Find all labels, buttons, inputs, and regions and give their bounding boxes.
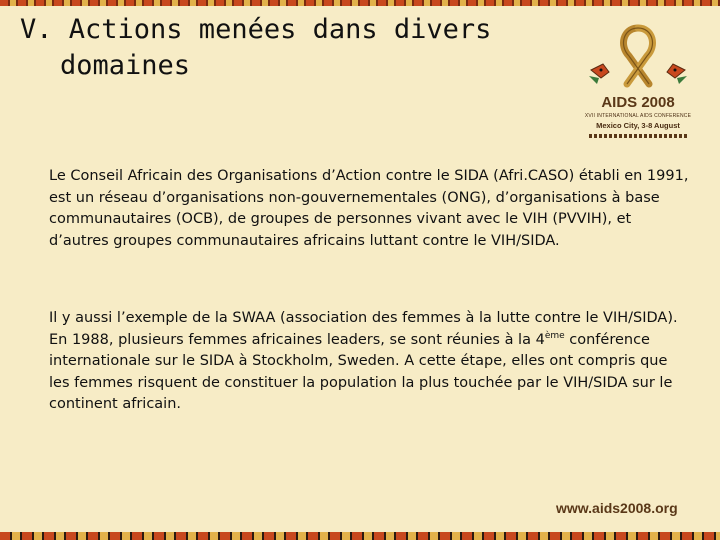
title-line-1: V. Actions menées dans divers xyxy=(20,14,492,45)
paragraph-swaa-text-1: Il y aussi l’exemple de la SWAA (association des femmes à la lutte contre le VIH/SIDA). En 1988, plusieurs femmes africaines leaders, se sont réunies à la 4 xyxy=(49,310,678,348)
logo-city-dates: Mexico City, 3-8 August xyxy=(596,121,680,130)
ordinal-superscript: ème xyxy=(544,330,565,341)
title-line-2: domaines xyxy=(60,50,191,81)
slide-title xyxy=(20,12,540,84)
aids-2008-logo xyxy=(583,22,693,142)
paragraph-africaso: Le Conseil Africain des Organisations d’Action contre le SIDA (Afri.CASO) établi en 1991, est un réseau d’organisations non-gouvernementales (ONG), d’organisations à base communautaires (OCB), de groupes de personnes vivant avec le VIH (PVVIH), et d’autres groupes communautaires africains luttant contre le VIH/SIDA. xyxy=(49,168,689,249)
paragraph-swaa-text-2: conférence internationale sur le SIDA à Stockholm, Sweden. A cette étape, elles ont compris que les femmes risquent de constituer la population la plus touchée par le VIH/SIDA sur le continent africain. xyxy=(49,331,673,412)
decorative-top-border xyxy=(0,0,720,6)
red-ribbon-icon xyxy=(583,22,693,94)
logo-subtitle: XVII INTERNATIONAL AIDS CONFERENCE xyxy=(584,113,692,119)
logo-title: AIDS 2008 xyxy=(601,94,675,111)
footer-website: www.aids2008.org xyxy=(556,500,678,516)
decorative-bottom-border xyxy=(0,532,720,540)
paragraph-swaa xyxy=(49,308,689,416)
logo-decorative-band xyxy=(589,134,687,138)
